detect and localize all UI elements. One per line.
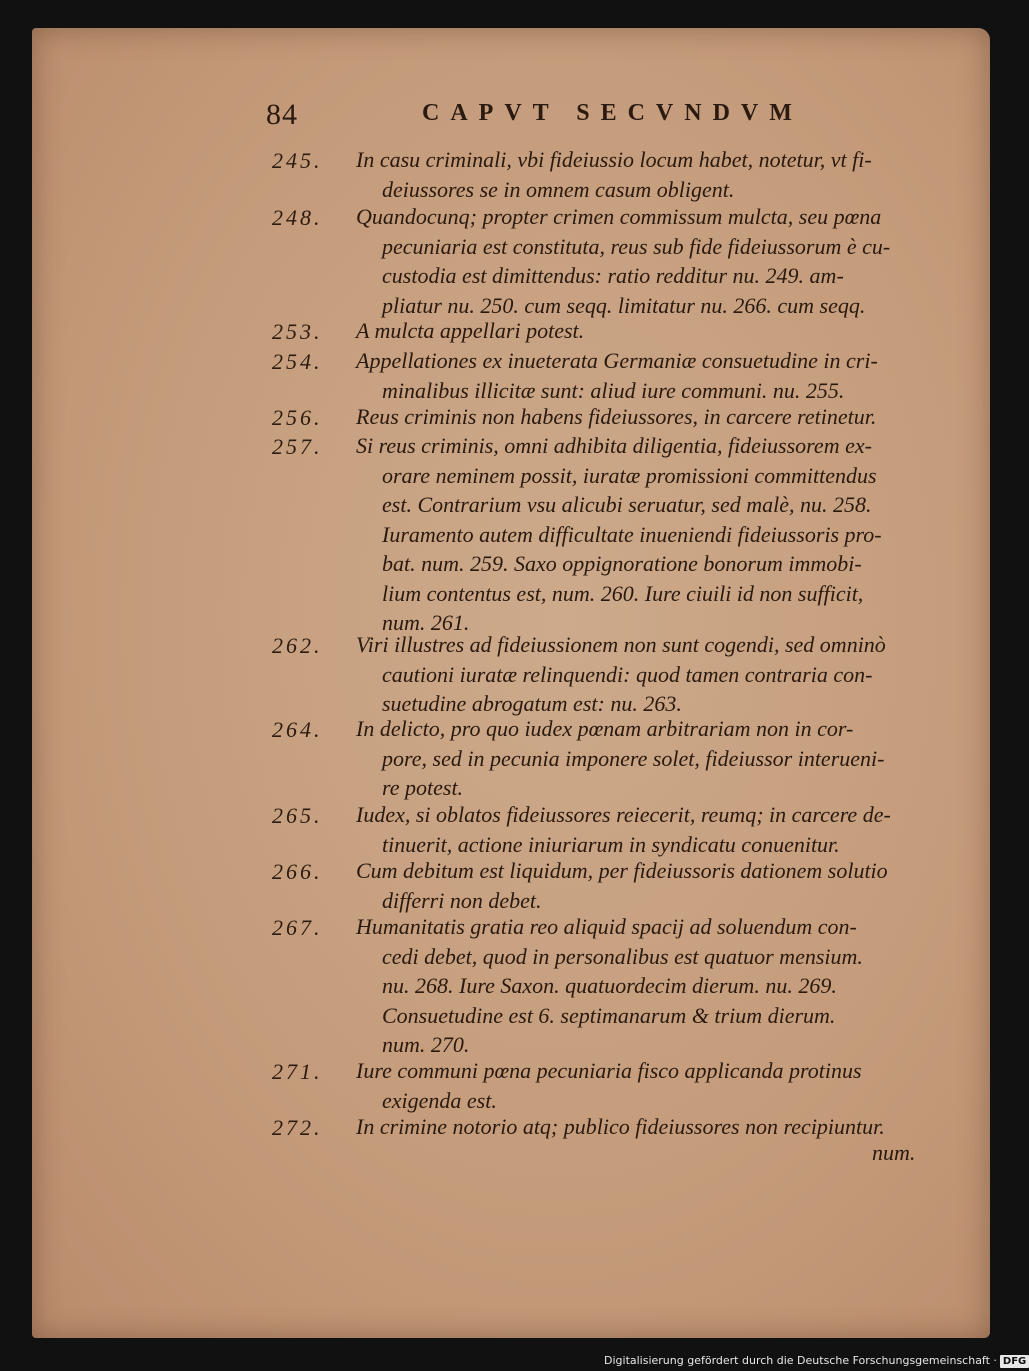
entry-line: cedi debet, quod in personalibus est quatuor mensium. xyxy=(382,943,863,969)
entry-line: orare neminem possit, iuratæ promissioni committendus xyxy=(382,462,877,488)
entry-line: Cum debitum est liquidum, per fideiussoris dationem solutio xyxy=(356,858,888,883)
entry-text xyxy=(356,145,936,204)
digitization-footer xyxy=(604,1354,1029,1368)
entry-line: Iudex, si oblatos fideiussores reiecerit, reumq; in carcere de- xyxy=(356,802,891,827)
entry-line: exigenda est. xyxy=(382,1087,497,1113)
entry-line: nu. 268. Iure Saxon. quatuordecim dierum. nu. 269. xyxy=(382,973,837,998)
entry-text xyxy=(356,800,936,859)
entry-line: Humanitatis gratia reo aliquid spacij ad soluendum con- xyxy=(356,914,857,939)
catchword: num. xyxy=(872,1140,916,1165)
entry-text xyxy=(356,431,936,638)
entry-number: 245. xyxy=(272,148,323,173)
entry-line: minalibus illicitæ sunt: aliud iure communi. nu. 255. xyxy=(382,377,845,403)
entry-line: A mulcta appellari potest. xyxy=(356,318,585,343)
entry-line: num. 270. xyxy=(382,1032,470,1057)
page-header xyxy=(0,0,1000,130)
entry-text xyxy=(356,856,936,915)
entry-line: cautioni iuratæ relinquendi: quod tamen contraria con- xyxy=(382,661,873,687)
entry-number: 248. xyxy=(272,205,323,230)
entry-number: 264. xyxy=(272,717,323,742)
entry-text xyxy=(356,1112,936,1142)
footer-text: Digitalisierung gefördert durch die Deutsche Forschungsgemeinschaft · xyxy=(604,1354,997,1367)
entry-text xyxy=(356,402,936,432)
entry-line: Appellationes ex inueterata Germaniæ consuetudine in cri- xyxy=(356,348,878,373)
entry-number: 271. xyxy=(272,1059,323,1084)
entry-line: Si reus criminis, omni adhibita diligentia, fideiussorem ex- xyxy=(356,433,872,458)
entry-number: 256. xyxy=(272,405,323,430)
entry-line: In crimine notorio atq; publico fideiussores non recipiuntur. xyxy=(356,1114,885,1139)
entry-line: Iure communi pœna pecuniaria fisco applicanda protinus xyxy=(356,1058,862,1083)
entry-line: re potest. xyxy=(382,775,464,800)
entry-line: pliatur nu. 250. cum seqq. limitatur nu. 266. cum seqq. xyxy=(382,292,866,318)
entry-line: In delicto, pro quo iudex pœnam arbitrariam non in cor- xyxy=(356,716,854,741)
entry-number: 267. xyxy=(272,915,323,940)
entry-number: 254. xyxy=(272,349,323,374)
entry-line: Consuetudine est 6. septimanarum & trium dierum. xyxy=(382,1002,836,1028)
entry-line: pore, sed in pecunia imponere solet, fideiussor interueni- xyxy=(382,745,885,771)
entry-text xyxy=(356,912,936,1060)
entry-text xyxy=(356,316,936,346)
entry-text xyxy=(356,630,936,719)
entry-line: lium contentus est, num. 260. Iure ciuili id non sufficit, xyxy=(382,580,864,606)
entry-number: 266. xyxy=(272,859,323,884)
entry-text xyxy=(356,1056,936,1115)
entry-line: tinuerit, actione iniuriarum in syndicatu conuenitur. xyxy=(382,831,840,857)
entry-line: In casu criminali, vbi fideiussio locum habet, notetur, vt fi- xyxy=(356,147,872,172)
entry-line: custodia est dimittendus: ratio redditur nu. 249. am- xyxy=(382,263,844,288)
entry-text xyxy=(356,714,936,803)
entry-number: 272. xyxy=(272,1115,323,1140)
entry-line: suetudine abrogatum est: nu. 263. xyxy=(382,691,682,716)
dfg-logo: DFG xyxy=(1000,1355,1029,1368)
entry-number: 253. xyxy=(272,319,323,344)
entry-line: Reus criminis non habens fideiussores, in carcere retinetur. xyxy=(356,404,877,429)
entry-line: est. Contrarium vsu alicubi seruatur, sed malè, nu. 258. xyxy=(382,492,872,517)
entry-line: differri non debet. xyxy=(382,887,542,913)
entry-line: Viri illustres ad fideiussionem non sunt cogendi, sed omninò xyxy=(356,632,886,657)
entry-text xyxy=(356,202,936,320)
entry-text xyxy=(356,346,936,405)
entry-line: Iuramento autem difficultate inueniendi fideiussoris pro- xyxy=(382,521,882,547)
entry-line: num. 261. xyxy=(382,610,470,635)
entry-line: Quandocunq; propter crimen commissum mulcta, seu pœna xyxy=(356,204,882,229)
entry-number: 265. xyxy=(272,803,323,828)
running-title: CAPVT SECVNDVM xyxy=(422,100,803,126)
entry-number: 262. xyxy=(272,633,323,658)
entry-line: deiussores se in omnem casum obligent. xyxy=(382,176,735,202)
entry-line: bat. num. 259. Saxo oppignoratione bonorum immobi- xyxy=(382,551,862,576)
entry-number: 257. xyxy=(272,434,323,459)
entry-line: pecuniaria est constituta, reus sub fide fideiussorum è cu- xyxy=(382,233,891,259)
page-number: 84 xyxy=(266,98,298,131)
